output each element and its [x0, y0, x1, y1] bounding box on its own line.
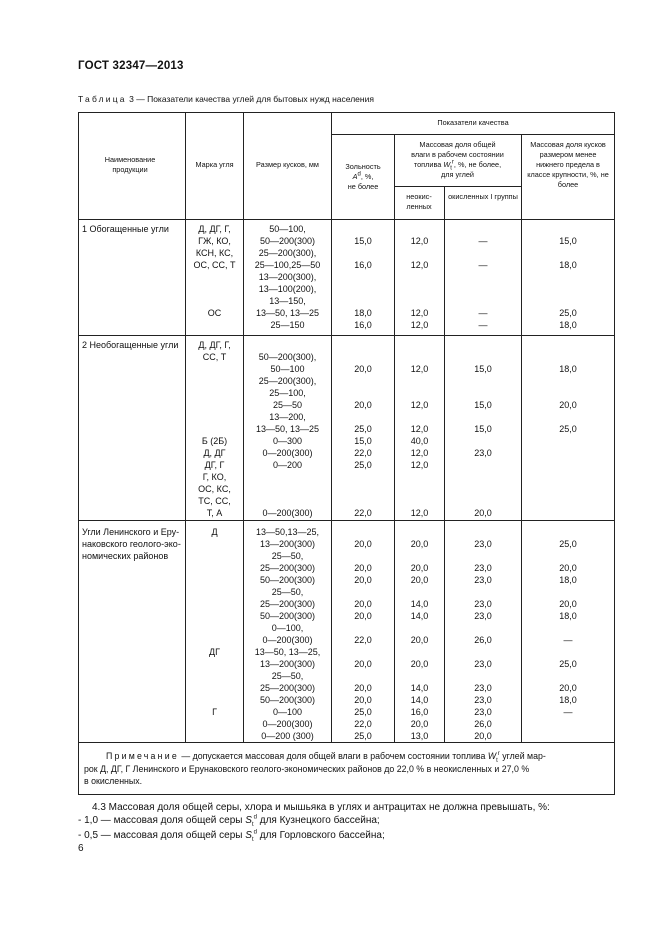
ash-value: 20,0 — [354, 695, 372, 705]
size-line: 25—200(300), — [258, 376, 317, 386]
section-name-line: наковского геолого-эко- — [82, 539, 181, 549]
fines-value: 18,0 — [559, 575, 577, 585]
sulfur-subscript: t — [251, 837, 254, 843]
moisture-unoxidized-value: 20,0 — [410, 719, 429, 729]
ash-value: 25,0 — [354, 460, 372, 470]
moisture-unoxidized-value: 14,0 — [410, 683, 429, 693]
ash-value: 25,0 — [354, 707, 372, 717]
moisture-unoxidized-value: 12,0 — [410, 308, 429, 318]
sulfur-symbol: S — [245, 815, 252, 826]
moisture-unoxidized-value: 13,0 — [410, 731, 429, 741]
column-header-oxidized: окисленных I группы — [448, 192, 518, 201]
moisture-unoxidized-value: 12,0 — [410, 460, 429, 470]
size-line: 25—50, — [271, 551, 304, 561]
table-rule — [78, 112, 615, 113]
column-header-moisture — [394, 140, 521, 180]
moisture-unoxidized-value: 16,0 — [410, 707, 429, 717]
sulfur-superscript: d — [253, 829, 257, 836]
ash-value: 16,0 — [354, 320, 372, 330]
sulfur-superscript: d — [253, 814, 257, 821]
moisture-oxidized-value: 23,0 — [474, 707, 492, 717]
sulfur-symbol: S — [245, 830, 252, 841]
grade-line: Т, А — [206, 508, 223, 518]
moisture-unoxidized-value: 12,0 — [410, 400, 429, 410]
size-line: 0—200(300) — [262, 635, 313, 645]
column-header-fines: Массовая доля кусков размером менее нижнего предела в классе крупности, %, не более — [527, 140, 609, 189]
fines-value: 25,0 — [559, 659, 577, 669]
grade-line: КСН, КС, — [195, 248, 234, 258]
size-line: 25—50, — [271, 671, 304, 681]
size-line: 50—200(300) — [259, 611, 316, 621]
moisture-oxidized-value: — — [478, 308, 488, 318]
grade-line: Г — [212, 707, 217, 717]
table-rule — [394, 186, 521, 187]
table-rule — [78, 219, 615, 220]
ash-value: 20,0 — [354, 611, 372, 621]
size-line: 25—200(300), — [258, 248, 317, 258]
grade-line: ОС, СС, Т — [193, 260, 236, 270]
size-line: 13—200(300) — [259, 659, 316, 669]
moisture-oxidized-value: 23,0 — [474, 448, 492, 458]
column-header-unoxidized: неокис-ленных — [406, 192, 432, 211]
size-line: 0—200 — [272, 460, 303, 470]
size-line: 50—200(300) — [259, 236, 316, 246]
ash-value: 22,0 — [354, 508, 372, 518]
table-rule — [78, 794, 615, 795]
size-line: 25—200(300) — [259, 563, 316, 573]
sulfur-subscript: t — [251, 822, 254, 828]
moisture-oxidized-value: 23,0 — [474, 539, 492, 549]
grade-line: Г, КО, — [202, 472, 227, 482]
table-rule — [331, 134, 615, 135]
moisture-unoxidized-value: 14,0 — [410, 599, 429, 609]
table-rule — [78, 742, 615, 743]
table-rule — [78, 335, 615, 336]
note-text-1: — допускается массовая доля общей влаги в рабочем состоянии топлива — [181, 751, 486, 761]
note-line-1 — [84, 750, 614, 763]
note-symbol: W — [487, 751, 497, 761]
size-line: 25—50, — [271, 587, 304, 597]
moisture-unoxidized-value: 12,0 — [410, 448, 429, 458]
moisture-oxidized-value: 23,0 — [474, 599, 492, 609]
moisture-unoxidized-value: 12,0 — [410, 424, 429, 434]
moisture-line-1: Массовая доля общей — [419, 140, 496, 149]
ash-value: 15,0 — [354, 436, 372, 446]
moisture-oxidized-value: 23,0 — [474, 563, 492, 573]
caption-prefix: Таблица — [78, 94, 127, 104]
caption-number: 3 — [129, 94, 134, 104]
moisture-oxidized-value: 20,0 — [474, 731, 492, 741]
moisture-oxidized-value: 23,0 — [474, 575, 492, 585]
moisture-oxidized-value: 23,0 — [474, 659, 492, 669]
size-line: 0—100 — [272, 707, 303, 717]
fines-value: 20,0 — [559, 400, 577, 410]
size-line: 13—200(300) — [259, 539, 316, 549]
ash-value: 20,0 — [354, 400, 372, 410]
grade-line: Д, ДГ, Г, — [198, 340, 231, 350]
fines-value: 20,0 — [559, 683, 577, 693]
moisture-line-2: влаги в рабочем состоянии — [411, 150, 504, 159]
moisture-oxidized-value: 15,0 — [474, 400, 492, 410]
table-rule — [78, 520, 615, 521]
moisture-line-3a: топлива — [413, 160, 442, 169]
grade-line: СС, Т — [202, 352, 227, 362]
ash-value: 20,0 — [354, 364, 372, 374]
list-item-text: - 1,0 — массовая доля общей серы — [78, 815, 243, 826]
ash-limit: не более — [347, 182, 379, 191]
list-item-text: для Кузнецкого бассейна; — [259, 815, 380, 826]
size-line: 13—200, — [269, 412, 306, 422]
size-line: 0—200(300) — [262, 448, 313, 458]
moisture-oxidized-value: 26,0 — [474, 635, 492, 645]
grade-line: ОС, КС, — [198, 484, 231, 494]
ash-value: 16,0 — [354, 260, 372, 270]
ash-value: 20,0 — [354, 575, 372, 585]
column-header-group: Показатели качества — [437, 118, 509, 127]
note-label: Примечание — [106, 751, 179, 761]
list-item-text: для Горловского бассейна; — [259, 830, 385, 841]
fines-value: 18,0 — [559, 260, 577, 270]
grade-line: ГЖ, КО, — [198, 236, 231, 246]
size-line: 50—200(300), — [258, 352, 317, 362]
note-superscript: r — [497, 751, 500, 758]
moisture-unoxidized-value: 20,0 — [410, 575, 429, 585]
paragraph-intro: 4.3 Массовая доля общей серы, хлора и мышьяка в углях и антрацитах не должна превышать, %: — [92, 802, 550, 813]
moisture-line-3b: , %, не более, — [453, 160, 502, 169]
size-line: 25—100, — [269, 388, 306, 398]
ash-value: 20,0 — [354, 659, 372, 669]
grade-line: Д, ДГ, Г, — [198, 224, 231, 234]
moisture-line-4: для углей — [440, 170, 475, 179]
ash-unit: , %, — [360, 172, 374, 181]
moisture-oxidized-value: 23,0 — [474, 683, 492, 693]
grade-line: ДГ — [209, 647, 220, 657]
table-rule — [614, 112, 615, 795]
list-item — [78, 815, 380, 826]
size-line: 13—100(200), — [258, 284, 317, 294]
moisture-unoxidized-value: 14,0 — [410, 611, 429, 621]
size-line: 13—50, 13—25, — [254, 647, 321, 657]
size-line: 0—200(300) — [262, 719, 313, 729]
list-item — [78, 830, 385, 841]
moisture-unoxidized-value: 12,0 — [410, 508, 429, 518]
size-line: 13—50, 13—25 — [255, 308, 320, 318]
size-line: 13—200(300), — [258, 272, 317, 282]
size-line: 50—100, — [269, 224, 306, 234]
moisture-unoxidized-value: 40,0 — [410, 436, 429, 446]
section-name-line: номических районов — [82, 551, 169, 561]
grade-line: Б (2Б) — [201, 436, 228, 446]
ash-value: 25,0 — [354, 731, 372, 741]
table-caption — [78, 94, 374, 104]
note-subscript: t — [496, 757, 498, 764]
moisture-unoxidized-value: 12,0 — [410, 260, 429, 270]
size-line: 25—100,25—50 — [254, 260, 321, 270]
moisture-oxidized-value: — — [478, 236, 488, 246]
section-name: 2 Необогащенные угли — [82, 340, 179, 350]
fines-value: 25,0 — [559, 424, 577, 434]
ash-value: 25,0 — [354, 424, 372, 434]
moisture-oxidized-value: 15,0 — [474, 424, 492, 434]
grade-line: ТС, СС, — [198, 496, 231, 506]
moisture-symbol: W — [443, 160, 451, 169]
column-header-ash — [332, 162, 394, 192]
moisture-unoxidized-value: 20,0 — [410, 635, 429, 645]
size-line: 25—150 — [270, 320, 305, 330]
column-header-grade: Марка угля — [195, 160, 234, 169]
column-header-product: Наименование продукции — [104, 155, 156, 174]
ash-value: 18,0 — [354, 308, 372, 318]
size-line: 13—50, 13—25 — [255, 424, 320, 434]
size-line: 0—200(300) — [262, 508, 313, 518]
note-line-3: в окисленных. — [84, 776, 143, 786]
size-line: 13—50,13—25, — [255, 527, 320, 537]
ash-value: 20,0 — [354, 563, 372, 573]
ash-value: 22,0 — [354, 719, 372, 729]
moisture-unoxidized-value: 20,0 — [410, 539, 429, 549]
moisture-oxidized-value: — — [478, 320, 488, 330]
moisture-unoxidized-value: 12,0 — [410, 320, 429, 330]
table-rule — [521, 134, 522, 743]
fines-value: 25,0 — [559, 539, 577, 549]
ash-value: 22,0 — [354, 448, 372, 458]
grade-line: Д — [211, 527, 218, 537]
grade-line: ДГ, Г — [204, 460, 225, 470]
fines-value: 20,0 — [559, 599, 577, 609]
ash-value: 20,0 — [354, 683, 372, 693]
fines-value: 18,0 — [559, 364, 577, 374]
ash-value: 15,0 — [354, 236, 372, 246]
caption-text: — Показатели качества углей для бытовых нужд населения — [136, 94, 374, 104]
ash-symbol: A — [352, 172, 358, 181]
ash-value: 22,0 — [354, 635, 372, 645]
fines-value: 15,0 — [559, 236, 577, 246]
size-line: 50—100 — [270, 364, 305, 374]
list-item-text: - 0,5 — массовая доля общей серы — [78, 830, 243, 841]
moisture-unoxidized-value: 12,0 — [410, 236, 429, 246]
table-rule — [78, 112, 79, 795]
section-name-line: Угли Ленинского и Еру- — [82, 527, 180, 537]
document-title: ГОСТ 32347—2013 — [78, 60, 184, 72]
moisture-oxidized-value: 15,0 — [474, 364, 492, 374]
moisture-oxidized-value: 23,0 — [474, 695, 492, 705]
moisture-unoxidized-value: 20,0 — [410, 563, 429, 573]
moisture-subscript: t — [450, 165, 452, 172]
note-text-2: углей мар- — [502, 751, 546, 761]
fines-value: 25,0 — [559, 308, 577, 318]
fines-value: 18,0 — [559, 320, 577, 330]
size-line: 13—150, — [269, 296, 306, 306]
section-name: 1 Обогащенные угли — [82, 224, 169, 234]
fines-value: — — [563, 707, 573, 717]
size-line: 50—200(300) — [259, 695, 316, 705]
moisture-oxidized-value: — — [478, 260, 488, 270]
ash-superscript: d — [357, 171, 361, 178]
ash-value: 20,0 — [354, 599, 372, 609]
grade-line: Д, ДГ — [203, 448, 226, 458]
ash-label: Зольность — [345, 162, 381, 171]
moisture-oxidized-value: 26,0 — [474, 719, 492, 729]
table-note — [84, 750, 614, 788]
fines-value: 18,0 — [559, 611, 577, 621]
note-line-2: рок Д, ДГ, Г Ленинского и Ерунаковского геолого-экономических районов до 22,0 % в неокисленных и 27,0 % — [84, 763, 530, 774]
size-line: 0—300 — [272, 436, 303, 446]
moisture-unoxidized-value: 14,0 — [410, 695, 429, 705]
column-header-size: Размер кусков, мм — [256, 160, 319, 169]
moisture-oxidized-value: 20,0 — [474, 508, 492, 518]
size-line: 50—200(300) — [259, 575, 316, 585]
size-line: 25—200(300) — [259, 599, 316, 609]
fines-value: — — [563, 635, 573, 645]
size-line: 25—200(300) — [259, 683, 316, 693]
fines-value: 20,0 — [559, 563, 577, 573]
size-line: 0—100, — [271, 623, 304, 633]
size-line: 0—200 (300) — [261, 731, 314, 741]
grade-line: ОС — [207, 308, 222, 318]
ash-value: 20,0 — [354, 539, 372, 549]
fines-value: 18,0 — [559, 695, 577, 705]
moisture-superscript: r — [451, 159, 454, 166]
moisture-oxidized-value: 23,0 — [474, 611, 492, 621]
moisture-unoxidized-value: 12,0 — [410, 364, 429, 374]
moisture-unoxidized-value: 20,0 — [410, 659, 429, 669]
size-line: 25—50 — [272, 400, 303, 410]
page-number: 6 — [78, 843, 84, 854]
